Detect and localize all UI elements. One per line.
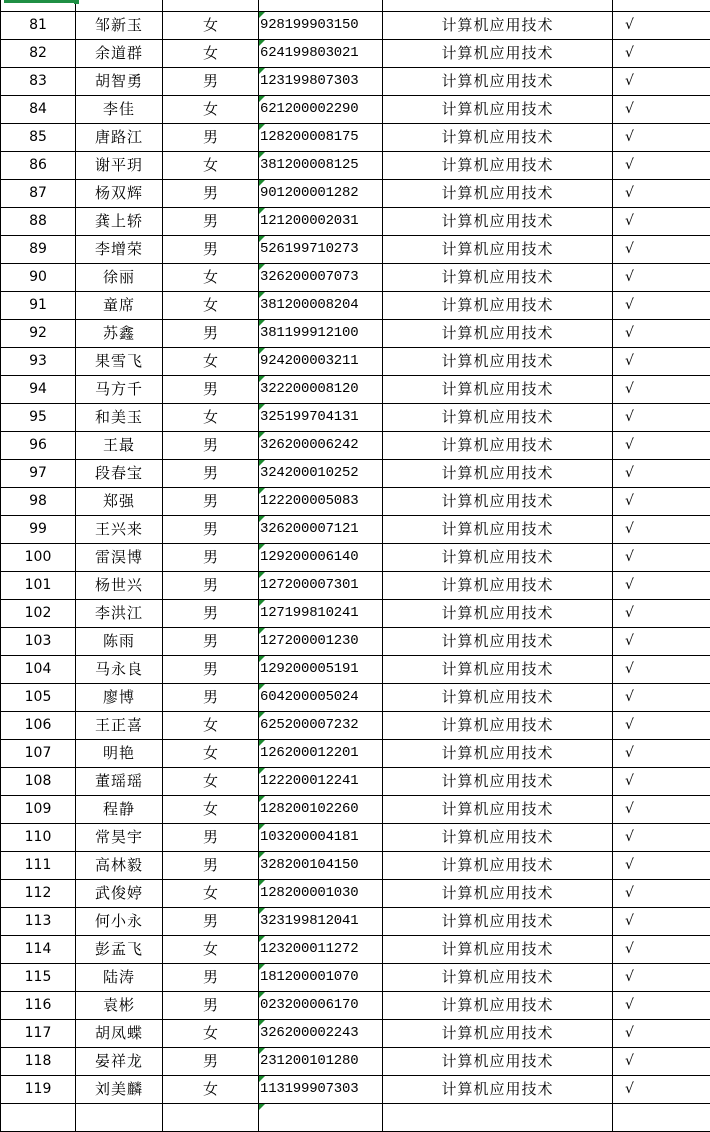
cell-checkmark[interactable]: √ bbox=[613, 404, 710, 432]
cell-checkmark[interactable]: √ bbox=[613, 740, 710, 768]
cell-id-number[interactable]: 123200011272 bbox=[259, 936, 383, 964]
cell-gender[interactable] bbox=[163, 0, 259, 12]
table-row bbox=[1, 68, 710, 96]
cell-major[interactable]: 计算机应用技术 bbox=[383, 152, 613, 180]
cell-checkmark[interactable]: √ bbox=[613, 852, 710, 880]
cell-name[interactable]: 高林毅 bbox=[76, 852, 163, 880]
cell-gender[interactable] bbox=[163, 1104, 259, 1132]
cell-id-number[interactable]: 326200006242 bbox=[259, 432, 383, 460]
cell-number[interactable]: 118 bbox=[1, 1048, 76, 1076]
cell-name[interactable] bbox=[76, 1104, 163, 1132]
cell-number[interactable]: 90 bbox=[1, 264, 76, 292]
cell-gender[interactable]: 男 bbox=[163, 1048, 259, 1076]
cell-checkmark[interactable]: √ bbox=[613, 124, 710, 152]
cell-checkmark[interactable]: √ bbox=[613, 460, 710, 488]
cell-major[interactable]: 计算机应用技术 bbox=[383, 180, 613, 208]
cell-checkmark[interactable]: √ bbox=[613, 796, 710, 824]
table-row bbox=[1, 0, 710, 12]
cell-checkmark[interactable] bbox=[613, 1104, 710, 1132]
cell-gender[interactable]: 女 bbox=[163, 292, 259, 320]
cell-major[interactable]: 计算机应用技术 bbox=[383, 208, 613, 236]
cell-name[interactable]: 童席 bbox=[76, 292, 163, 320]
cell-number[interactable] bbox=[1, 1104, 76, 1132]
cell-id-number[interactable]: 128200102260 bbox=[259, 796, 383, 824]
cell-number[interactable]: 84 bbox=[1, 96, 76, 124]
table-row bbox=[1, 432, 710, 460]
cell-name[interactable]: 邹新玉 bbox=[76, 12, 163, 40]
cell-gender[interactable]: 男 bbox=[163, 992, 259, 1020]
table-row bbox=[1, 852, 710, 880]
cell-gender[interactable]: 男 bbox=[163, 544, 259, 572]
cell-number[interactable]: 85 bbox=[1, 124, 76, 152]
cell-checkmark[interactable]: √ bbox=[613, 712, 710, 740]
cell-number[interactable]: 94 bbox=[1, 376, 76, 404]
cell-checkmark[interactable]: √ bbox=[613, 1048, 710, 1076]
cell-major[interactable]: 计算机应用技术 bbox=[383, 712, 613, 740]
cell-id-number[interactable]: 621200002290 bbox=[259, 96, 383, 124]
cell-gender[interactable]: 女 bbox=[163, 152, 259, 180]
cell-gender[interactable]: 男 bbox=[163, 208, 259, 236]
cell-number[interactable]: 87 bbox=[1, 180, 76, 208]
cell-id-number[interactable]: 126200012201 bbox=[259, 740, 383, 768]
cell-name[interactable]: 苏鑫 bbox=[76, 320, 163, 348]
table-row bbox=[1, 628, 710, 656]
cell-id-number[interactable]: 901200001282 bbox=[259, 180, 383, 208]
cell-major[interactable]: 计算机应用技术 bbox=[383, 544, 613, 572]
cell-number[interactable]: 105 bbox=[1, 684, 76, 712]
cell-major[interactable]: 计算机应用技术 bbox=[383, 740, 613, 768]
cell-major[interactable]: 计算机应用技术 bbox=[383, 432, 613, 460]
cell-number[interactable]: 91 bbox=[1, 292, 76, 320]
cell-number[interactable]: 109 bbox=[1, 796, 76, 824]
table-row bbox=[1, 376, 710, 404]
cell-number[interactable]: 116 bbox=[1, 992, 76, 1020]
cell-major[interactable]: 计算机应用技术 bbox=[383, 1076, 613, 1104]
cell-major[interactable]: 计算机应用技术 bbox=[383, 516, 613, 544]
cell-gender[interactable]: 男 bbox=[163, 600, 259, 628]
cell-id-number[interactable]: 122200005083 bbox=[259, 488, 383, 516]
cell-name[interactable]: 常昊宇 bbox=[76, 824, 163, 852]
table-row bbox=[1, 180, 710, 208]
cell-checkmark[interactable]: √ bbox=[613, 936, 710, 964]
cell-number[interactable]: 95 bbox=[1, 404, 76, 432]
cell-number[interactable]: 102 bbox=[1, 600, 76, 628]
cell-name[interactable]: 彭孟飞 bbox=[76, 936, 163, 964]
cell-id-number[interactable]: 326200007121 bbox=[259, 516, 383, 544]
cell-number[interactable]: 99 bbox=[1, 516, 76, 544]
cell-major[interactable] bbox=[383, 1104, 613, 1132]
table-row bbox=[1, 404, 710, 432]
cell-name[interactable]: 杨世兴 bbox=[76, 572, 163, 600]
cell-gender[interactable]: 男 bbox=[163, 460, 259, 488]
cell-checkmark[interactable]: √ bbox=[613, 908, 710, 936]
cell-major[interactable]: 计算机应用技术 bbox=[383, 992, 613, 1020]
cell-major[interactable]: 计算机应用技术 bbox=[383, 320, 613, 348]
cell-checkmark[interactable]: √ bbox=[613, 1076, 710, 1104]
cell-number[interactable]: 86 bbox=[1, 152, 76, 180]
cell-name[interactable]: 李佳 bbox=[76, 96, 163, 124]
table-row bbox=[1, 712, 710, 740]
table-row bbox=[1, 516, 710, 544]
cell-major[interactable]: 计算机应用技术 bbox=[383, 964, 613, 992]
table-row bbox=[1, 796, 710, 824]
cell-id-number[interactable]: 328200104150 bbox=[259, 852, 383, 880]
cell-id-number[interactable]: 122200012241 bbox=[259, 768, 383, 796]
cell-name[interactable]: 武俊婷 bbox=[76, 880, 163, 908]
cell-id-number[interactable]: 604200005024 bbox=[259, 684, 383, 712]
cell-number[interactable]: 93 bbox=[1, 348, 76, 376]
table-row bbox=[1, 488, 710, 516]
cell-name[interactable]: 袁彬 bbox=[76, 992, 163, 1020]
cell-gender[interactable]: 男 bbox=[163, 628, 259, 656]
cell-checkmark[interactable]: √ bbox=[613, 40, 710, 68]
cell-major[interactable]: 计算机应用技术 bbox=[383, 824, 613, 852]
cell-name[interactable]: 谢平玥 bbox=[76, 152, 163, 180]
cell-gender[interactable]: 男 bbox=[163, 68, 259, 96]
cell-gender[interactable]: 女 bbox=[163, 740, 259, 768]
cell-major[interactable]: 计算机应用技术 bbox=[383, 404, 613, 432]
cell-checkmark[interactable]: √ bbox=[613, 96, 710, 124]
cell-gender[interactable]: 女 bbox=[163, 264, 259, 292]
cell-name[interactable]: 王兴来 bbox=[76, 516, 163, 544]
table-row bbox=[1, 236, 710, 264]
cell-number[interactable]: 82 bbox=[1, 40, 76, 68]
cell-gender[interactable]: 男 bbox=[163, 572, 259, 600]
cell-id-number[interactable]: 129200005191 bbox=[259, 656, 383, 684]
table-row bbox=[1, 124, 710, 152]
cell-checkmark[interactable]: √ bbox=[613, 656, 710, 684]
cell-number[interactable]: 110 bbox=[1, 824, 76, 852]
cell-major[interactable]: 计算机应用技术 bbox=[383, 264, 613, 292]
cell-major[interactable]: 计算机应用技术 bbox=[383, 96, 613, 124]
cell-major[interactable]: 计算机应用技术 bbox=[383, 376, 613, 404]
table-row bbox=[1, 544, 710, 572]
cell-checkmark[interactable]: √ bbox=[613, 432, 710, 460]
cell-name[interactable]: 马永良 bbox=[76, 656, 163, 684]
cell-name[interactable]: 胡智勇 bbox=[76, 68, 163, 96]
cell-gender[interactable]: 女 bbox=[163, 96, 259, 124]
cell-checkmark[interactable]: √ bbox=[613, 180, 710, 208]
cell-name[interactable]: 龚上轿 bbox=[76, 208, 163, 236]
cell-id-number[interactable]: 128200001030 bbox=[259, 880, 383, 908]
cell-id-number[interactable]: 103200004181 bbox=[259, 824, 383, 852]
cell-checkmark[interactable]: √ bbox=[613, 208, 710, 236]
cell-id-number[interactable]: 231200101280 bbox=[259, 1048, 383, 1076]
cell-gender[interactable]: 男 bbox=[163, 684, 259, 712]
cell-checkmark[interactable]: √ bbox=[613, 516, 710, 544]
cell-major[interactable]: 计算机应用技术 bbox=[383, 1048, 613, 1076]
table-row bbox=[1, 992, 710, 1020]
cell-gender[interactable]: 女 bbox=[163, 712, 259, 740]
cell-checkmark[interactable]: √ bbox=[613, 544, 710, 572]
cell-gender[interactable]: 男 bbox=[163, 124, 259, 152]
cell-gender[interactable]: 女 bbox=[163, 796, 259, 824]
table-row bbox=[1, 740, 710, 768]
cell-checkmark[interactable]: √ bbox=[613, 292, 710, 320]
cell-number[interactable]: 92 bbox=[1, 320, 76, 348]
table-row bbox=[1, 824, 710, 852]
cell-id-number[interactable]: 127200001230 bbox=[259, 628, 383, 656]
cell-major[interactable]: 计算机应用技术 bbox=[383, 12, 613, 40]
cell-major[interactable]: 计算机应用技术 bbox=[383, 1020, 613, 1048]
cell-number[interactable]: 103 bbox=[1, 628, 76, 656]
cell-checkmark[interactable] bbox=[613, 0, 710, 12]
cell-gender[interactable]: 男 bbox=[163, 824, 259, 852]
cell-gender[interactable]: 男 bbox=[163, 964, 259, 992]
table-row bbox=[1, 348, 710, 376]
table-row bbox=[1, 880, 710, 908]
cell-number[interactable]: 111 bbox=[1, 852, 76, 880]
table-row bbox=[1, 656, 710, 684]
cell-major[interactable]: 计算机应用技术 bbox=[383, 292, 613, 320]
cell-checkmark[interactable]: √ bbox=[613, 964, 710, 992]
cell-number[interactable]: 100 bbox=[1, 544, 76, 572]
cell-checkmark[interactable]: √ bbox=[613, 880, 710, 908]
cell-number[interactable]: 119 bbox=[1, 1076, 76, 1104]
cell-id-number[interactable]: 121200002031 bbox=[259, 208, 383, 236]
cell-gender[interactable]: 女 bbox=[163, 936, 259, 964]
table-row bbox=[1, 936, 710, 964]
cell-id-number[interactable]: 123199807303 bbox=[259, 68, 383, 96]
cell-major[interactable]: 计算机应用技术 bbox=[383, 68, 613, 96]
cell-gender[interactable]: 女 bbox=[163, 404, 259, 432]
cell-gender[interactable]: 男 bbox=[163, 908, 259, 936]
cell-name[interactable]: 杨双辉 bbox=[76, 180, 163, 208]
cell-id-number[interactable]: 323199812041 bbox=[259, 908, 383, 936]
cell-name[interactable]: 陆涛 bbox=[76, 964, 163, 992]
cell-major[interactable]: 计算机应用技术 bbox=[383, 880, 613, 908]
cell-major[interactable]: 计算机应用技术 bbox=[383, 348, 613, 376]
cell-name[interactable]: 刘美麟 bbox=[76, 1076, 163, 1104]
cell-id-number[interactable]: 127199810241 bbox=[259, 600, 383, 628]
table-row bbox=[1, 40, 710, 68]
cell-name[interactable] bbox=[76, 0, 163, 12]
cell-major[interactable]: 计算机应用技术 bbox=[383, 796, 613, 824]
cell-name[interactable]: 段春宝 bbox=[76, 460, 163, 488]
cell-name[interactable]: 王正喜 bbox=[76, 712, 163, 740]
cell-name[interactable]: 李洪江 bbox=[76, 600, 163, 628]
cell-gender[interactable]: 男 bbox=[163, 180, 259, 208]
cell-name[interactable]: 王最 bbox=[76, 432, 163, 460]
cell-name[interactable]: 何小永 bbox=[76, 908, 163, 936]
cell-gender[interactable]: 女 bbox=[163, 768, 259, 796]
cell-name[interactable]: 董瑶瑶 bbox=[76, 768, 163, 796]
cell-checkmark[interactable]: √ bbox=[613, 264, 710, 292]
cell-id-number[interactable]: 381200008125 bbox=[259, 152, 383, 180]
cell-id-number[interactable] bbox=[259, 0, 383, 12]
table-row bbox=[1, 768, 710, 796]
cell-id-number[interactable]: 128200008175 bbox=[259, 124, 383, 152]
cell-gender[interactable]: 女 bbox=[163, 348, 259, 376]
table-row bbox=[1, 1048, 710, 1076]
cell-checkmark[interactable]: √ bbox=[613, 68, 710, 96]
cell-number[interactable]: 106 bbox=[1, 712, 76, 740]
cell-gender[interactable]: 女 bbox=[163, 1076, 259, 1104]
cell-number[interactable]: 98 bbox=[1, 488, 76, 516]
cell-major[interactable]: 计算机应用技术 bbox=[383, 684, 613, 712]
cell-major[interactable]: 计算机应用技术 bbox=[383, 236, 613, 264]
cell-major[interactable]: 计算机应用技术 bbox=[383, 124, 613, 152]
cell-gender[interactable]: 男 bbox=[163, 376, 259, 404]
cell-name[interactable]: 果雪飞 bbox=[76, 348, 163, 376]
cell-number[interactable]: 101 bbox=[1, 572, 76, 600]
table-row bbox=[1, 96, 710, 124]
cell-name[interactable]: 明艳 bbox=[76, 740, 163, 768]
table-row bbox=[1, 292, 710, 320]
cell-name[interactable]: 马方千 bbox=[76, 376, 163, 404]
cell-name[interactable]: 余道群 bbox=[76, 40, 163, 68]
cell-gender[interactable]: 男 bbox=[163, 236, 259, 264]
cell-id-number[interactable]: 129200006140 bbox=[259, 544, 383, 572]
table-row bbox=[1, 572, 710, 600]
table-row bbox=[1, 908, 710, 936]
cell-number[interactable]: 89 bbox=[1, 236, 76, 264]
cell-number[interactable]: 114 bbox=[1, 936, 76, 964]
cell-id-number[interactable]: 324200010252 bbox=[259, 460, 383, 488]
cell-number[interactable]: 108 bbox=[1, 768, 76, 796]
cell-id-number[interactable]: 381200008204 bbox=[259, 292, 383, 320]
cell-id-number[interactable]: 127200007301 bbox=[259, 572, 383, 600]
cell-number[interactable]: 115 bbox=[1, 964, 76, 992]
table-row bbox=[1, 152, 710, 180]
cell-gender[interactable]: 男 bbox=[163, 656, 259, 684]
cell-gender[interactable]: 男 bbox=[163, 432, 259, 460]
cell-id-number[interactable]: 326200002243 bbox=[259, 1020, 383, 1048]
table-row bbox=[1, 1076, 710, 1104]
cell-major[interactable]: 计算机应用技术 bbox=[383, 768, 613, 796]
cell-id-number[interactable]: 924200003211 bbox=[259, 348, 383, 376]
cell-checkmark[interactable]: √ bbox=[613, 320, 710, 348]
cell-id-number[interactable]: 325199704131 bbox=[259, 404, 383, 432]
table-row bbox=[1, 1104, 710, 1132]
cell-major[interactable]: 计算机应用技术 bbox=[383, 908, 613, 936]
cell-id-number[interactable]: 381199912100 bbox=[259, 320, 383, 348]
cell-checkmark[interactable]: √ bbox=[613, 824, 710, 852]
cell-gender[interactable]: 男 bbox=[163, 488, 259, 516]
table-row bbox=[1, 208, 710, 236]
cell-major[interactable]: 计算机应用技术 bbox=[383, 40, 613, 68]
cell-number[interactable]: 113 bbox=[1, 908, 76, 936]
cell-id-number[interactable]: 322200008120 bbox=[259, 376, 383, 404]
table-row bbox=[1, 320, 710, 348]
table-body bbox=[1, 0, 710, 1132]
cell-checkmark[interactable]: √ bbox=[613, 12, 710, 40]
cell-name[interactable]: 和美玉 bbox=[76, 404, 163, 432]
cell-number[interactable]: 107 bbox=[1, 740, 76, 768]
cell-number[interactable]: 88 bbox=[1, 208, 76, 236]
cell-checkmark[interactable]: √ bbox=[613, 768, 710, 796]
cell-name[interactable]: 徐丽 bbox=[76, 264, 163, 292]
cell-name[interactable]: 胡凤蝶 bbox=[76, 1020, 163, 1048]
cell-gender[interactable]: 女 bbox=[163, 1020, 259, 1048]
cell-checkmark[interactable]: √ bbox=[613, 152, 710, 180]
cell-gender[interactable]: 女 bbox=[163, 12, 259, 40]
cell-id-number[interactable] bbox=[259, 1104, 383, 1132]
cell-number[interactable]: 112 bbox=[1, 880, 76, 908]
cell-number[interactable]: 81 bbox=[1, 12, 76, 40]
cell-name[interactable]: 陈雨 bbox=[76, 628, 163, 656]
cell-name[interactable]: 唐路江 bbox=[76, 124, 163, 152]
cell-gender[interactable]: 男 bbox=[163, 516, 259, 544]
cell-gender[interactable]: 女 bbox=[163, 880, 259, 908]
cell-checkmark[interactable]: √ bbox=[613, 488, 710, 516]
cell-id-number[interactable]: 928199903150 bbox=[259, 12, 383, 40]
cell-gender[interactable]: 男 bbox=[163, 852, 259, 880]
cell-checkmark[interactable]: √ bbox=[613, 376, 710, 404]
cell-major[interactable]: 计算机应用技术 bbox=[383, 852, 613, 880]
cell-id-number[interactable]: 526199710273 bbox=[259, 236, 383, 264]
cell-id-number[interactable]: 625200007232 bbox=[259, 712, 383, 740]
cell-major[interactable]: 计算机应用技术 bbox=[383, 936, 613, 964]
cell-id-number[interactable]: 326200007073 bbox=[259, 264, 383, 292]
cell-major[interactable]: 计算机应用技术 bbox=[383, 488, 613, 516]
table-row bbox=[1, 964, 710, 992]
cell-major[interactable]: 计算机应用技术 bbox=[383, 460, 613, 488]
cell-checkmark[interactable]: √ bbox=[613, 1020, 710, 1048]
cell-name[interactable]: 晏祥龙 bbox=[76, 1048, 163, 1076]
cell-checkmark[interactable]: √ bbox=[613, 348, 710, 376]
cell-id-number[interactable]: 023200006170 bbox=[259, 992, 383, 1020]
table-row bbox=[1, 1020, 710, 1048]
cell-major[interactable]: 计算机应用技术 bbox=[383, 628, 613, 656]
cell-name[interactable]: 李增荣 bbox=[76, 236, 163, 264]
cell-gender[interactable]: 女 bbox=[163, 40, 259, 68]
cell-gender[interactable]: 男 bbox=[163, 320, 259, 348]
cell-number[interactable]: 97 bbox=[1, 460, 76, 488]
table-row bbox=[1, 684, 710, 712]
table-row bbox=[1, 264, 710, 292]
cell-major[interactable] bbox=[383, 0, 613, 12]
cell-number[interactable]: 117 bbox=[1, 1020, 76, 1048]
cell-major[interactable]: 计算机应用技术 bbox=[383, 572, 613, 600]
table-row bbox=[1, 12, 710, 40]
cell-selection-indicator bbox=[4, 0, 76, 7]
cell-id-number[interactable]: 113199907303 bbox=[259, 1076, 383, 1104]
cell-checkmark[interactable]: √ bbox=[613, 572, 710, 600]
cell-name[interactable]: 雷淏博 bbox=[76, 544, 163, 572]
cell-checkmark[interactable]: √ bbox=[613, 684, 710, 712]
cell-checkmark[interactable]: √ bbox=[613, 600, 710, 628]
cell-major[interactable]: 计算机应用技术 bbox=[383, 656, 613, 684]
cell-name[interactable]: 廖博 bbox=[76, 684, 163, 712]
cell-id-number[interactable]: 181200001070 bbox=[259, 964, 383, 992]
table-row bbox=[1, 600, 710, 628]
table-row bbox=[1, 460, 710, 488]
cell-number[interactable]: 83 bbox=[1, 68, 76, 96]
cell-major[interactable]: 计算机应用技术 bbox=[383, 600, 613, 628]
cell-checkmark[interactable]: √ bbox=[613, 992, 710, 1020]
cell-number[interactable]: 96 bbox=[1, 432, 76, 460]
cell-checkmark[interactable]: √ bbox=[613, 236, 710, 264]
cell-id-number[interactable]: 624199803021 bbox=[259, 40, 383, 68]
cell-name[interactable]: 程静 bbox=[76, 796, 163, 824]
cell-checkmark[interactable]: √ bbox=[613, 628, 710, 656]
cell-number[interactable]: 104 bbox=[1, 656, 76, 684]
cell-name[interactable]: 郑强 bbox=[76, 488, 163, 516]
